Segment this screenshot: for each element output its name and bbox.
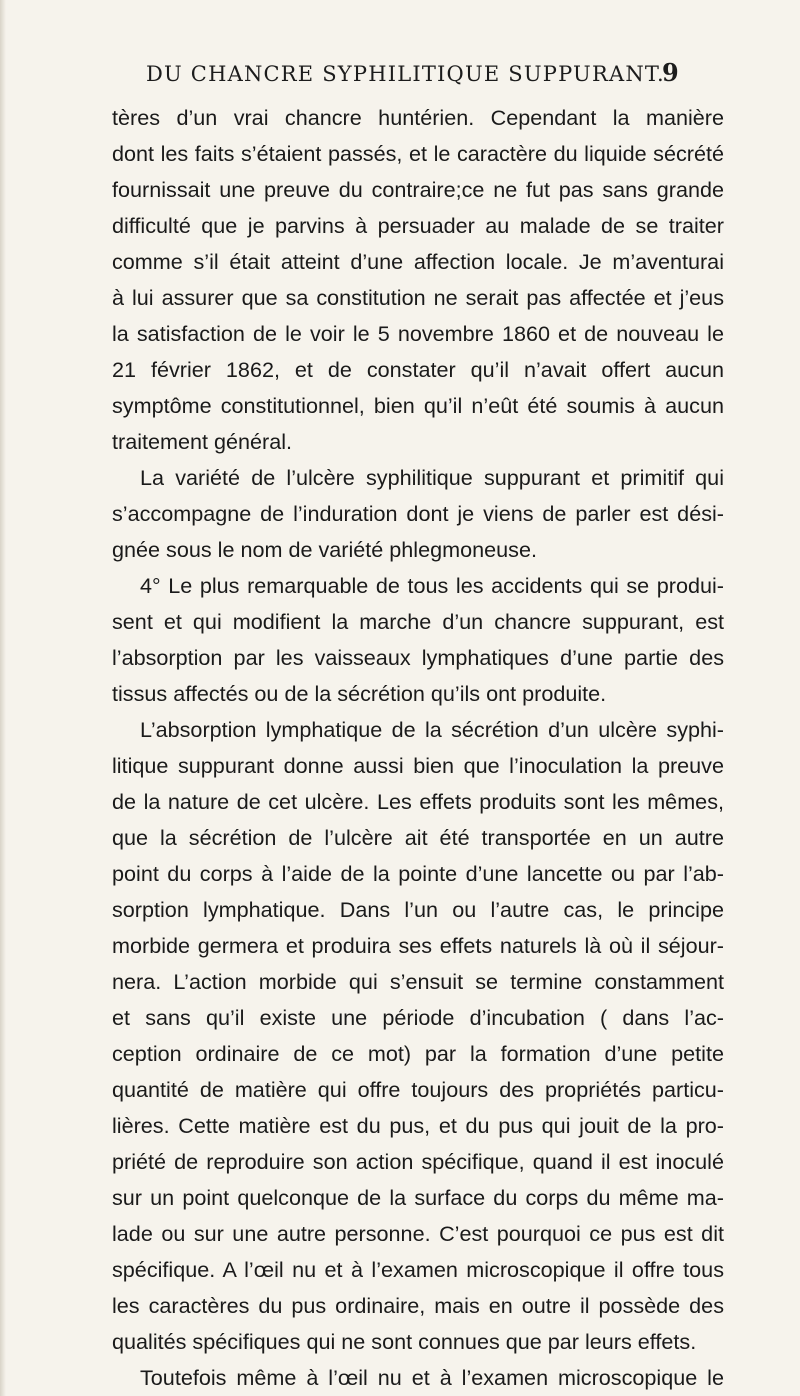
text-line: tères d’un vrai chancre huntérien. Cependant la manière [112,105,724,130]
text-line: lières. Cette matière est du pus, et du pus qui jouit de la pro- [112,1113,724,1138]
text-line: la satisfaction de le voir le 5 novembre 1860 et de nouveau le [112,321,724,346]
text-line: sur un point quelconque de la surface du corps du même ma- [112,1185,724,1210]
paragraph-start-line: La variété de l’ulcère syphilitique suppurant et primitif qui [140,465,724,490]
text-line: litique suppurant donne aussi bien que l’inoculation la preuve [112,753,724,778]
text-line: ception ordinaire de ce mot) par la formation d’une petite [112,1041,724,1066]
text-line: quantité de matière qui offre toujours des propriétés particu- [112,1077,724,1102]
text-line: gnée sous le nom de variété phlegmoneuse. [112,537,537,562]
text-line: sorption lymphatique. Dans l’un ou l’autre cas, le principe [112,897,724,922]
text-line: les caractères du pus ordinaire, mais en outre il possède des [112,1293,724,1318]
text-line: s’accompagne de l’induration dont je viens de parler est dési- [112,501,724,526]
paragraph-start-line: L’absorption lymphatique de la sécrétion d’un ulcère syphi- [140,717,724,742]
page-gutter-shadow [0,0,6,1396]
text-line: nera. L’action morbide qui s’ensuit se termine constamment [112,969,724,994]
text-line: tissus affectés ou de la sécrétion qu’ils ont produite. [112,681,607,706]
paragraph-start-line: 4° Le plus remarquable de tous les accidents qui se produi- [140,573,724,598]
text-line: et sans qu’il existe une période d’incubation ( dans l’ac- [112,1005,724,1030]
text-line: qualités spécifiques qui ne sont connues que par leurs effets. [112,1329,697,1354]
text-line: dont les faits s’étaient passés, et le caractère du liquide sécrété [112,141,724,166]
text-line: morbide germera et produira ses effets naturels là où il séjour- [112,933,724,958]
page-number: 9 [662,58,679,87]
text-line: spécifique. A l’œil nu et à l’examen microscopique il offre tous [112,1257,724,1282]
text-line: priété de reproduire son action spécifique, quand il est inoculé [112,1149,724,1174]
text-line: que la sécrétion de l’ulcère ait été transportée en un autre [112,825,724,850]
text-line: de la nature de cet ulcère. Les effets produits sont les mêmes, [112,789,724,814]
text-line: fournissait une preuve du contraire;ce ne fut pas sans grande [112,177,724,202]
text-line: difficulté que je parvins à persuader au malade de se traiter [112,213,724,238]
text-line: 21 février 1862, et de constater qu’il n’avait offert aucun [112,357,724,382]
text-line: point du corps à l’aide de la pointe d’une lancette ou par l’ab- [112,861,724,886]
text-line: traitement général. [112,429,293,454]
paragraph-start-line: Toutefois même à l’œil nu et à l’examen microscopique le [140,1365,724,1390]
text-line: l’absorption par les vaisseaux lymphatiques d’une partie des [112,645,724,670]
text-line: symptôme constitutionnel, bien qu’il n’eût été soumis à aucun [112,393,724,418]
text-line: sent et qui modifient la marche d’un chancre suppurant, est [112,609,724,634]
text-line: lade ou sur une autre personne. C’est pourquoi ce pus est dit [112,1221,724,1246]
body-text [112,100,724,1396]
running-header-title: DU CHANCRE SYPHILITIQUE SUPPURANT. [146,62,665,86]
text-line: comme s’il était atteint d’une affection locale. Je m’aventurai [112,249,724,274]
text-line: à lui assurer que sa constitution ne serait pas affectée et j’eus [112,285,724,310]
